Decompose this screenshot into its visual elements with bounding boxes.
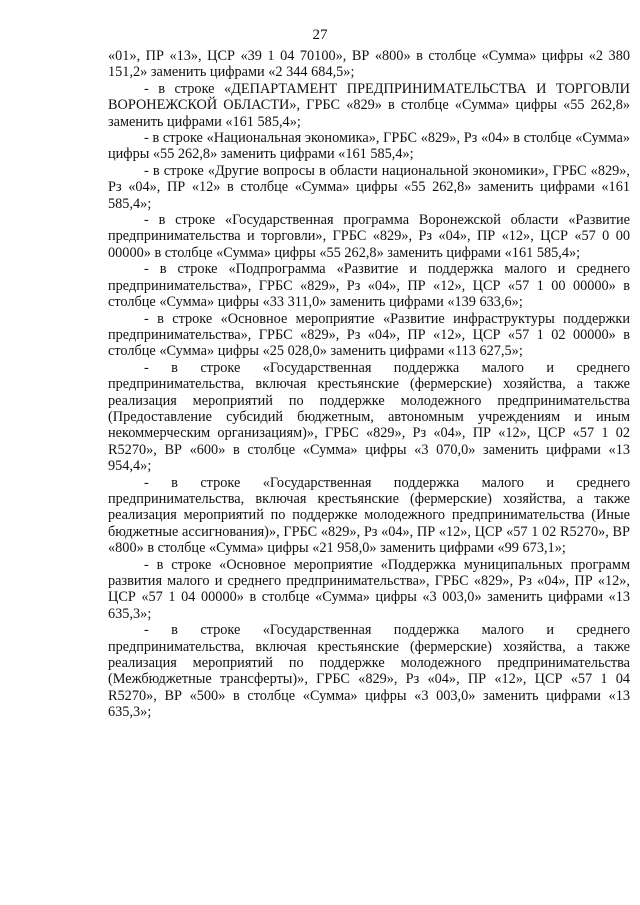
paragraph-1: «01», ПР «13», ЦСР «39 1 04 70100», ВР «800» в столбце «Сумма» цифры «2 380 151,2» заменить цифрами «2 344 684,5»;: [108, 48, 630, 81]
paragraph-9: - в строке «Государственная поддержка малого и среднего предпринимательства, включая крестьянские (фермерские) хозяйства, а также реализация мероприятий по поддержке молодежного предпринимательства (Иные бюджетные ассигнования)», ГРБС «829», Рз «04», ПР «12», ЦСР «57 1 02 R5270», ВР «800» в столбце «Сумма» цифры «21 958,0» заменить цифрами «99 673,1»;: [108, 474, 630, 557]
paragraph-11: - в строке «Государственная поддержка малого и среднего предпринимательства, включая крестьянские (фермерские) хозяйства, а также реализация мероприятий по поддержке молодежного предпринимательства (Межбюджетные трансферты)», ГРБС «829», Рз «04», ПР «12», ЦСР «57 1 04 R5270», ВР «500» в столбце «Сумма» цифры «3 003,0» заменить цифрами «13 635,3»;: [108, 622, 630, 721]
paragraph-3: - в строке «Национальная экономика», ГРБС «829», Рз «04» в столбце «Сумма» цифры «55 262,8» заменить цифрами «161 585,4»;: [108, 130, 630, 163]
document-body: [108, 48, 630, 721]
paragraph-7: - в строке «Основное мероприятие «Развитие инфраструктуры поддержки предпринимательства», ГРБС «829», Рз «04», ПР «12», ЦСР «57 1 02 00000» в столбце «Сумма» цифры «25 028,0» заменить цифрами «113 627,5»;: [108, 310, 630, 360]
page-number: 27: [312, 27, 328, 43]
paragraph-5: - в строке «Государственная программа Воронежской области «Развитие предпринимательства и торговли», ГРБС «829», Рз «04», ПР «12», ЦСР «57 0 00 00000» в столбце «Сумма» цифры «55 262,8» заменить цифрами «161 585,4»;: [108, 212, 630, 261]
paragraph-6: - в строке «Подпрограмма «Развитие и поддержка малого и среднего предпринимательства», ГРБС «829», Рз «04», ПР «12», ЦСР «57 1 00 00000» в столбце «Сумма» цифры «33 311,0» заменить цифрами «139 633,6»;: [108, 261, 630, 311]
paragraph-8: - в строке «Государственная поддержка малого и среднего предпринимательства, включая крестьянские (фермерские) хозяйства, а также реализация мероприятий по поддержке молодежного предпринимательства (Предоставление субсидий бюджетным, автономным учреждениям и иным некоммерческим организациям)», ГРБС «829», Рз «04», ПР «12», ЦСР «57 1 02 R5270», ВР «600» в столбце «Сумма» цифры «3 070,0» заменить цифрами «13 954,4»;: [108, 359, 630, 475]
paragraph-4: - в строке «Другие вопросы в области национальной экономики», ГРБС «829», Рз «04», ПР «12» в столбце «Сумма» цифры «55 262,8» заменить цифрами «161 585,4»;: [108, 162, 630, 212]
paragraph-2: - в строке «ДЕПАРТАМЕНТ ПРЕДПРИНИМАТЕЛЬСТВА И ТОРГОВЛИ ВОРОНЕЖСКОЙ ОБЛАСТИ», ГРБС «829» в столбце «Сумма» цифры «55 262,8» заменить цифрами «161 585,4»;: [108, 80, 630, 130]
paragraph-10: - в строке «Основное мероприятие «Поддержка муниципальных программ развития малого и среднего предпринимательства», ГРБС «829», Рз «04», ПР «12», ЦСР «57 1 04 00000» в столбце «Сумма» цифры «3 003,0» заменить цифрами «13 635,3»;: [108, 556, 630, 622]
